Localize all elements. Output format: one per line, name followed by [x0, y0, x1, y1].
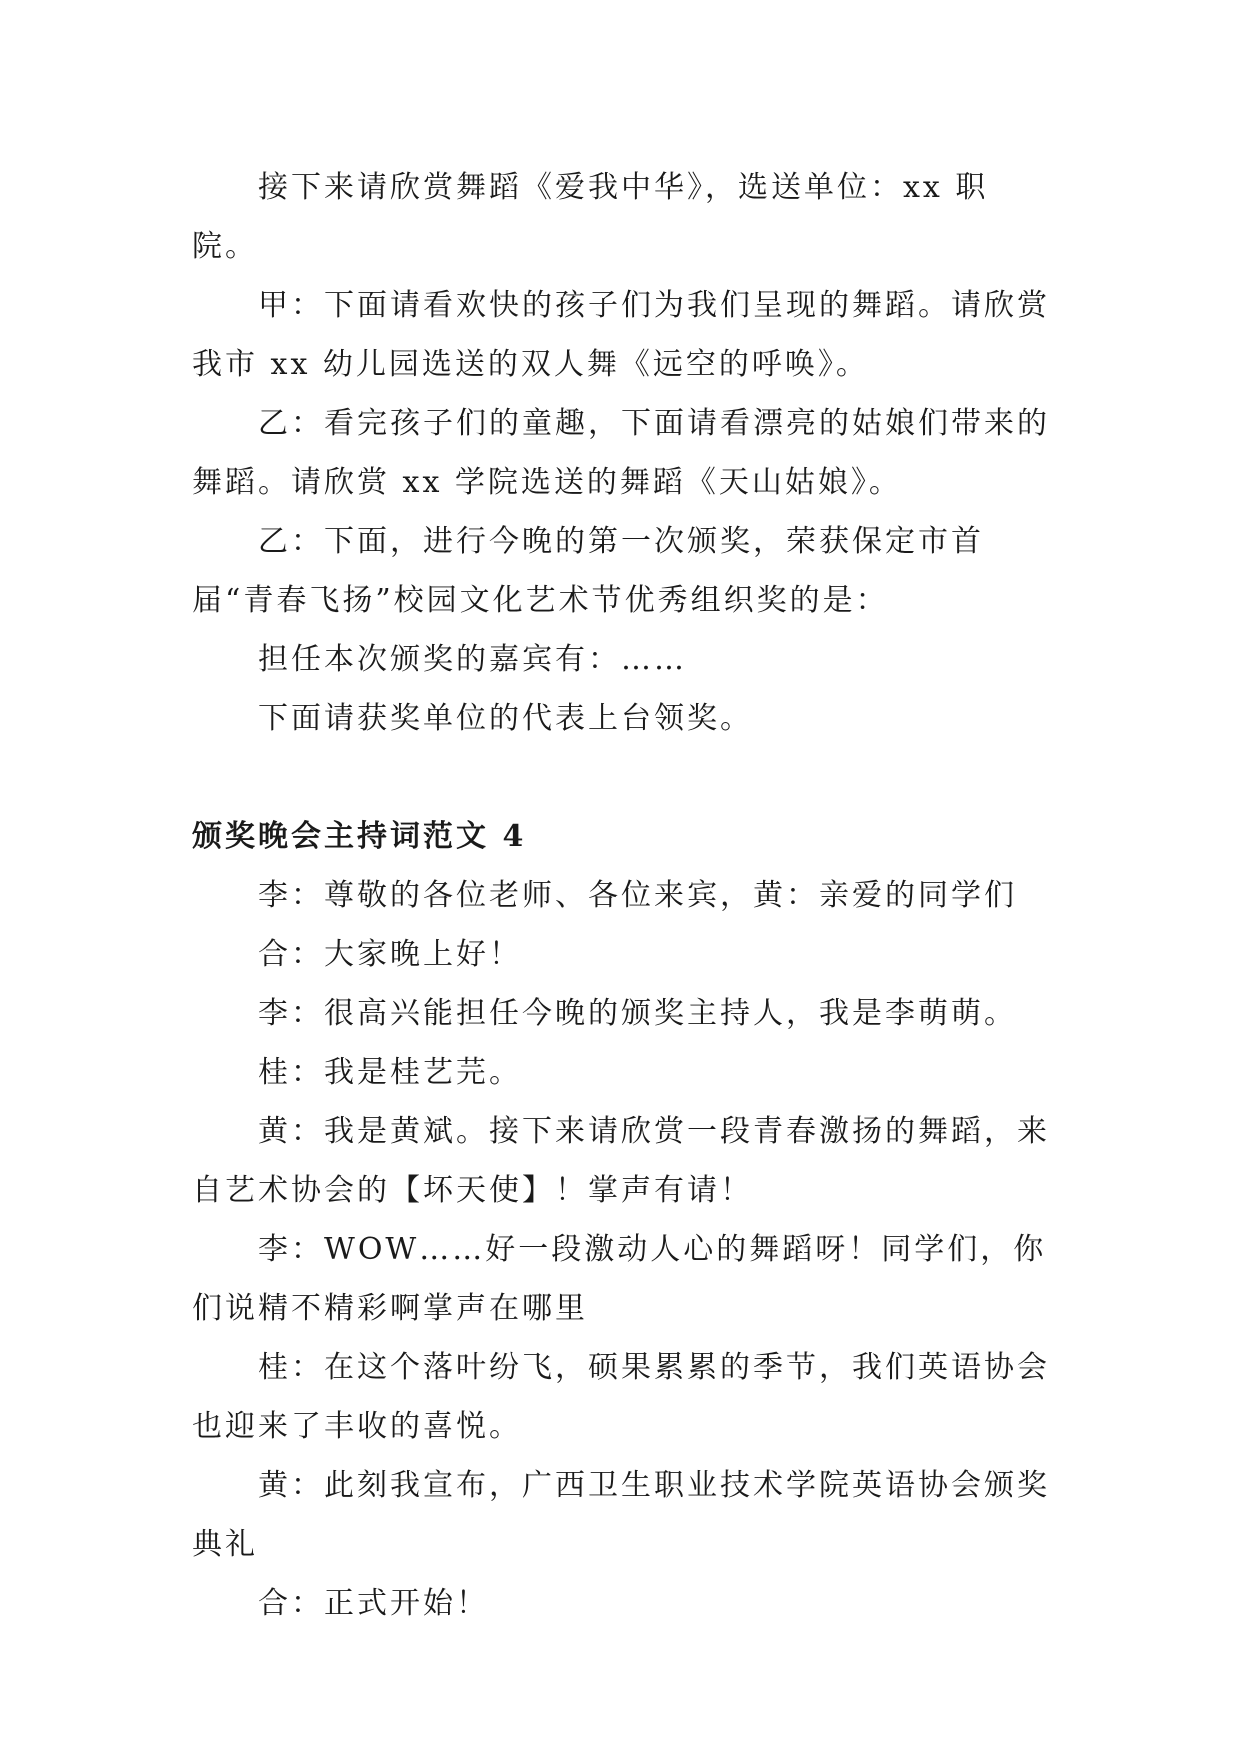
paragraph: 黄：此刻我宣布，广西卫生职业技术学院英语协会颁奖典礼: [192, 1468, 1050, 1562]
paragraph: 李：很高兴能担任今晚的颁奖主持人，我是李萌萌。: [258, 996, 1017, 1031]
paragraph: 乙：看完孩子们的童趣，下面请看漂亮的姑娘们带来的舞蹈。请欣赏 xx 学院选送的舞蹈《天山姑娘》。: [192, 406, 1050, 500]
document-body: [192, 158, 1052, 1633]
paragraph: 合：正式开始！: [258, 1586, 489, 1621]
paragraph: 桂：在这个落叶纷飞，硕果累累的季节，我们英语协会也迎来了丰收的喜悦。: [192, 1350, 1050, 1444]
paragraph: 下面请获奖单位的代表上台领奖。: [258, 701, 753, 736]
paragraph: 李：WOW……好一段激动人心的舞蹈呀！同学们，你们说精不精彩啊掌声在哪里: [192, 1232, 1047, 1326]
paragraph: 甲：下面请看欢快的孩子们为我们呈现的舞蹈。请欣赏我市 xx 幼儿园选送的双人舞《远空的呼唤》。: [192, 288, 1050, 382]
paragraph: 桂：我是桂艺芫。: [258, 1055, 522, 1090]
paragraph: 合：大家晚上好！: [258, 937, 522, 972]
paragraph: 接下来请欣赏舞蹈《爱我中华》，选送单位：xx 职院。: [192, 170, 989, 264]
paragraph: 李：尊敬的各位老师、各位来宾，黄：亲爱的同学们: [258, 878, 1017, 913]
paragraph: 担任本次颁奖的嘉宾有：……: [258, 642, 687, 677]
paragraph: 黄：我是黄斌。接下来请欣赏一段青春激扬的舞蹈，来自艺术协会的【坏天使】！掌声有请！: [192, 1114, 1050, 1208]
paragraph: 乙：下面，进行今晚的第一次颁奖，荣获保定市首届“青春飞扬”校园文化艺术节优秀组织奖的是：: [192, 524, 984, 618]
section-heading: 颁奖晚会主持词范文 4: [192, 819, 527, 854]
